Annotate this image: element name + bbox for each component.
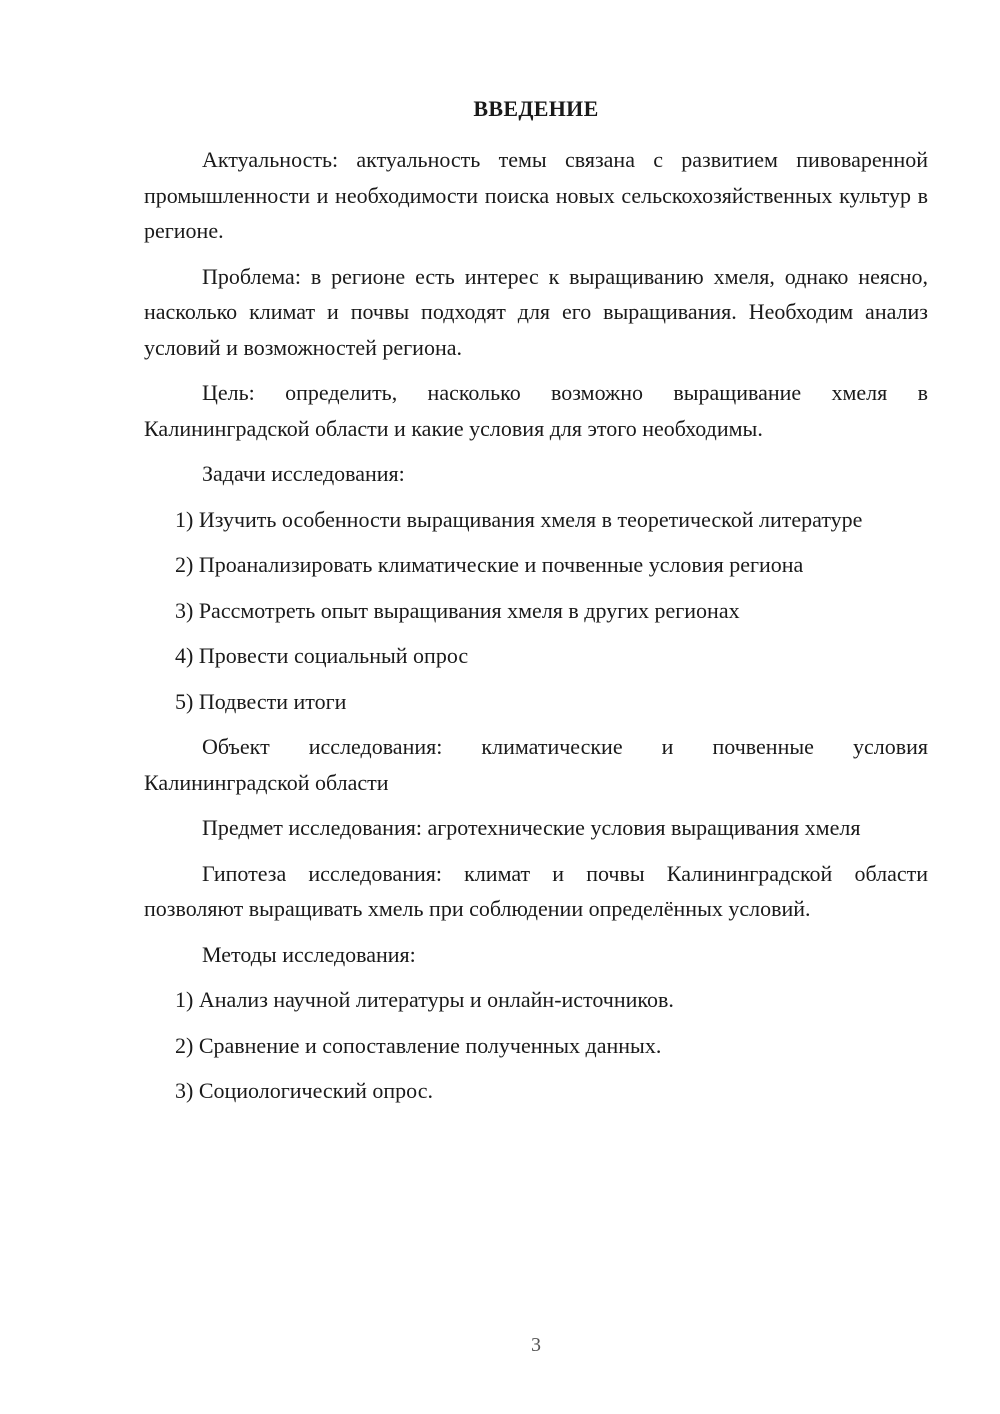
hypothesis-paragraph: Гипотеза исследования: климат и почвы Калининградской области позволяют выращивать хмель при соблюдении определённых условий. <box>144 860 928 921</box>
goal-paragraph: Цель: определить, насколько возможно выращивание хмеля в Калининградской области и какие условия для этого необходимы. <box>144 380 928 441</box>
tasks-title: Задачи исследования: <box>202 461 405 486</box>
page-number: 3 <box>531 1334 541 1356</box>
method-item: 3) Социологический опрос. <box>175 1078 433 1103</box>
object-paragraph: Объект исследования: климатические и почвенные условия Калининградской области <box>144 734 928 795</box>
task-item: 2) Проанализировать климатические и почвенные условия региона <box>175 552 804 577</box>
task-item: 5) Подвести итоги <box>175 688 347 714</box>
relevance-paragraph: Актуальность: актуальность темы связана с развитием пивоваренной промышленности и необходимости поиска новых сельскохозяйственных культур в регионе. <box>144 147 928 243</box>
methods-title: Методы исследования: <box>202 941 416 967</box>
problem-paragraph: Проблема: в регионе есть интерес к выращиванию хмеля, однако неясно, насколько климат и почвы подходят для его выращивания. Необходим анализ условий и возможностей региона. <box>144 263 928 360</box>
document-body <box>144 142 928 1119</box>
method-item: 1) Анализ научной литературы и онлайн-источников. <box>175 987 674 1012</box>
task-item: 3) Рассмотреть опыт выращивания хмеля в других регионах <box>175 597 740 623</box>
subject-paragraph: Предмет исследования: агротехнические условия выращивания хмеля <box>202 815 861 840</box>
task-item: 1) Изучить особенности выращивания хмеля в теоретической литературе <box>175 506 863 532</box>
method-item: 2) Сравнение и сопоставление полученных данных. <box>175 1032 662 1058</box>
task-item: 4) Провести социальный опрос <box>175 643 469 668</box>
section-heading: ВВЕДЕНИЕ <box>473 96 599 121</box>
